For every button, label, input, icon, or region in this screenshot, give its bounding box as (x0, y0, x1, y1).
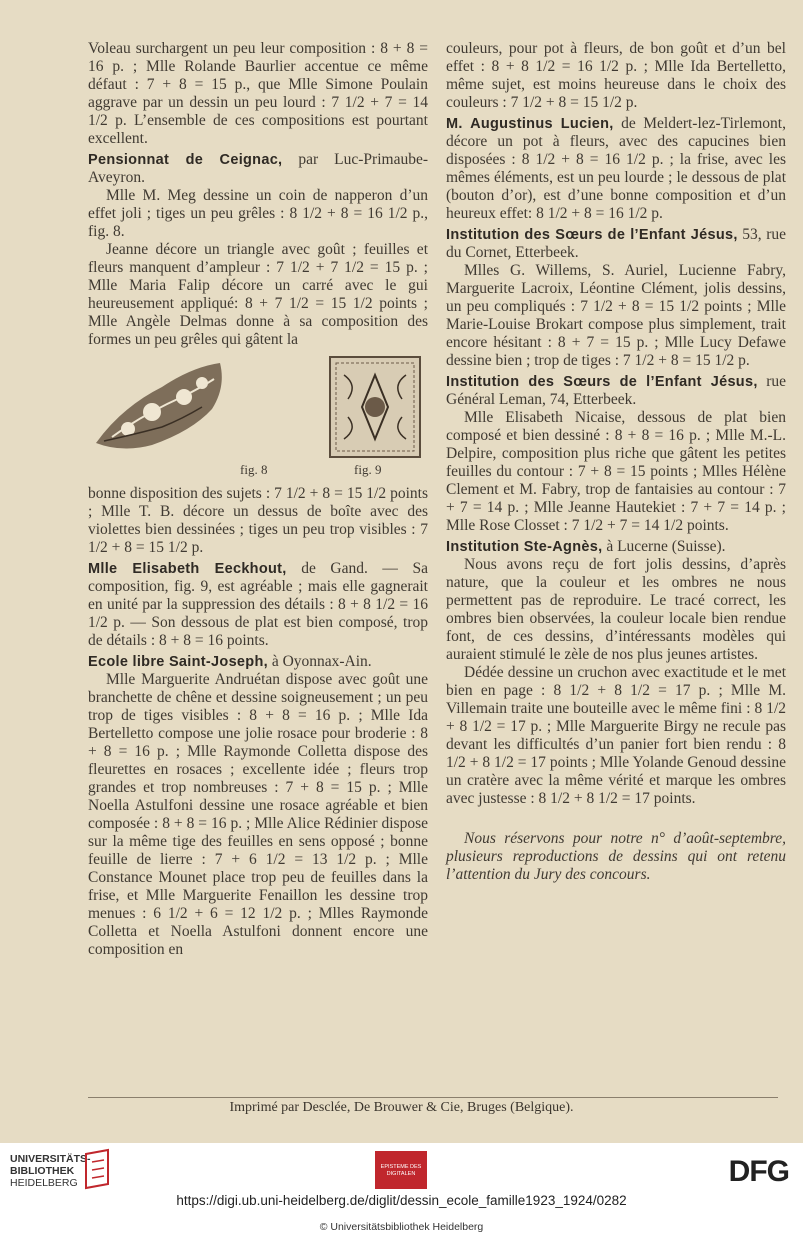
institution-1-place: 53, rue du Cornet, Etterbeek. (446, 226, 787, 261)
figure-9-square-pattern (328, 355, 422, 459)
ub-line-3: HEIDELBERG (10, 1177, 78, 1189)
ub-line-2: BIBLIOTHEK (10, 1165, 75, 1177)
heading-eeckhout: Mlle Elisabeth Eeckhout, (88, 561, 287, 577)
agnes-place: à Lucerne (Suisse). (602, 538, 726, 555)
figure-9-caption: fig. 9 (354, 462, 382, 477)
figures-row (88, 357, 428, 479)
figure-8-lace-corner (92, 357, 240, 457)
right-paragraph-2: Mlles G. Willems, S. Auriel, Lucienne Fabry, Marguerite Lacroix, Léontine Clément, jolis dessins, un peu compliqués : 7 1/2 + 8 = 15 1/2 points ; Mlle Marie-Louise Brokart compose plus simplement, trait encore hésitant : 8 + 7 = 15 p. ; Mlle Lucy Defawe dessine bien ; trop de tiges : 7 1/2 + 8 = 15 1/2 p. (446, 262, 786, 369)
right-paragraph-4: Nous avons reçu de fort jolis dessins, d’après nature, que la couleur et les ombres ne nous permettent pas de reproduire. Le tracé correct, les ombres bien observées, la couleur locale bien rendue font, de ces dessins, d’intéressants modèles qui auraient stimulé le zèle de nos plus jeunes artistes. (446, 556, 786, 663)
copyright-notice: © Universitätsbibliothek Heidelberg (319, 1221, 484, 1233)
eeckhout-text: de Gand. — Sa composition, fig. 9, est agréable ; mais elle gagnerait en unité par la suppression des détails : 8 + 8 1/2 = 16 1/2 p. — Son dessous de plat est bien composé, trop de détails : 8 + 8 = 16 points. (88, 560, 429, 649)
right-column (446, 40, 786, 884)
closing-note: Nous réservons pour notre n° d’août-septembre, plusieurs reproductions de dessins qui ont retenu l’attention du Jury des concours. (446, 830, 786, 883)
left-paragraph-5: Mlle Marguerite Andruétan dispose avec goût une branchette de chêne et dessine soigneusement ; un peu trop de tiges visibles : 8 + 8 = 16 p. ; Mlle Ida Bertelletto compose une jolie rosace pour broderie : 8 + 8 = 16 p. ; Mlle Raymonde Colletta dispose des fleurettes en rosaces ; excellente idée ; fleurs trop grandes et trop nombreuses : 7 + 8 = 15 p. ; Mlle Noella Astulfoni dessine une rosace agréable et bien composée : 8 + 8 = 16 p. ; Mlle Alice Rédinier dispose sur la même tige des feuilles en sens opposé ; bonne feuille de lierre : 7 + 6 1/2 = 13 1/2 p. ; Mlle Constance Mounet place trop peu de feuilles dans la frise, et Mlle Marguerite Fenaillon les dessine trop menues : 6 1/2 + 6 = 12 1/2 p. ; Mlles Raymonde Colletta et Noella Astulfoni donnent encore une composition en (88, 671, 428, 958)
figure-8-caption: fig. 8 (240, 462, 268, 477)
right-paragraph-5: Dédée dessine un cruchon avec exactitude et le met bien en page : 8 1/2 + 8 1/2 = 17 p. ; Mlle M. Villemain traite une bouteille avec le même fini : 8 1/2 + 8 1/2 = 17 p. ; Mlle Marguerite Birgy ne recule pas devant les difficultés d’un panier fort bien rendu : 8 1/2 + 8 1/2 = 17 points ; Mlle Yolande Genoud dessine un cratère avec la même vérité et marque les ombres avec justesse : 8 1/2 + 8 1/2 = 17 points. (446, 664, 786, 807)
left-paragraph-2: Mlle M. Meg dessine un coin de napperon d’un effet joli ; tiges un peu grêles : 8 1/2 + 8 = 16 1/2 p., fig. 8. (88, 187, 428, 240)
ecole-place: à Oyonnax-Ain. (267, 653, 372, 670)
left-paragraph-4: bonne disposition des sujets : 7 1/2 + 8 = 15 1/2 points ; Mlle T. B. décore un dessus de boîte avec des violettes bien dessinées ; tiges un peu trop visibles : 7 1/2 + 8 = 15 1/2 p. (88, 485, 428, 556)
dfg-logo[interactable]: DFG (728, 1155, 789, 1188)
left-paragraph-1: Voleau surchargent un peu leur composition : 8 + 8 = 16 p. ; Mlle Rolande Baurlier accentue ce même défaut : 7 + 8 = 15 p., que Mlle Simone Poulain aggrave par un dessin un peu lourd : 7 1/2 + 7 = 14 1/2 p. L’ensemble de ces compositions est pourtant excellent. (88, 40, 428, 147)
digitization-project-logo[interactable] (375, 1151, 427, 1189)
heading-institution-enfant-jesus-1: Institution des Sœurs de l’Enfant Jésus, (446, 227, 738, 243)
printer-line: Imprimé par Desclée, De Brouwer & Cie, Bruges (Belgique). (229, 1100, 574, 1115)
footer-rule (88, 1097, 778, 1098)
ub-line-1: UNIVERSITÄTS- (10, 1153, 91, 1165)
institution-2-place: rue Général Leman, 74, Etterbeek. (446, 373, 787, 408)
augustinus-text: de Meldert-lez-Tirlemont, décore un pot à fleurs, avec des capucines bien disposées : 8 1/2 + 8 = 16 1/2 p. ; la frise, avec les mêmes éléments, est un peu lourde ; le dessous de plat (bouton d’or), est d’une bonne composition et d’un heureux effet: 8 1/2 + 8 = 16 1/2 p. (446, 115, 786, 222)
ub-heidelberg-logo[interactable] (10, 1153, 91, 1189)
right-paragraph-1: couleurs, pour pot à fleurs, de bon goût et d’un bel effet : 8 + 8 1/2 = 16 1/2 p. ; Mlle Ida Bertelletto, même sujet, est moins heureuse dans le choix des couleurs : 7 1/2 + 8 = 15 1/2 p. (446, 40, 786, 111)
center-logo-text: EPISTEME DES DIGITALEN (380, 1164, 422, 1177)
heading-ecole-saint-joseph: Ecole libre Saint-Joseph, (88, 654, 268, 670)
left-paragraph-3: Jeanne décore un triangle avec goût ; feuilles et fleurs manquent d’ampleur : 7 1/2 + 7 1/2 = 15 p. ; Mlle Maria Falip décore un carré avec le gui heureusement appliqué: 8 + 7 1/2 = 15 1/2 points ; Mlle Angèle Delmas donne à sa composition des formes un peu grêles qui gâtent la (88, 241, 428, 348)
permalink-url[interactable]: https://digi.ub.uni-heidelberg.de/diglit/dessin_ecole_famille1923_1924/0282 (176, 1193, 627, 1208)
right-paragraph-3: Mlle Elisabeth Nicaise, dessous de plat bien composé et bien dessiné : 8 + 8 = 16 p. ; Mlle M.-L. Delpire, composition plus riche que gâtent les petites feuilles du contour : 7 + 8 = 15 points ; Mlles Hélène Clement et M. Fabry, trop de fantaisies au contour : 7 + 7 = 14 p. ; Mlle Jeanne Hautekiet : 7 + 7 = 14 p. ; Mlle Rose Closset : 7 1/2 + 7 = 14 1/2 points. (446, 409, 786, 534)
heading-institution-enfant-jesus-2: Institution des Sœurs de l’Enfant Jésus, (446, 374, 758, 390)
ub-emblem-icon (82, 1148, 112, 1190)
heading-pensionnat-ceignac: Pensionnat de Ceignac, (88, 152, 283, 168)
ceignac-place: par Luc-Primaube-Aveyron. (88, 151, 428, 186)
left-column (88, 40, 428, 959)
heading-augustinus-lucien: M. Augustinus Lucien, (446, 116, 614, 132)
heading-institution-ste-agnes: Institution Ste-Agnès, (446, 539, 603, 555)
viewer-footer (0, 1143, 803, 1242)
